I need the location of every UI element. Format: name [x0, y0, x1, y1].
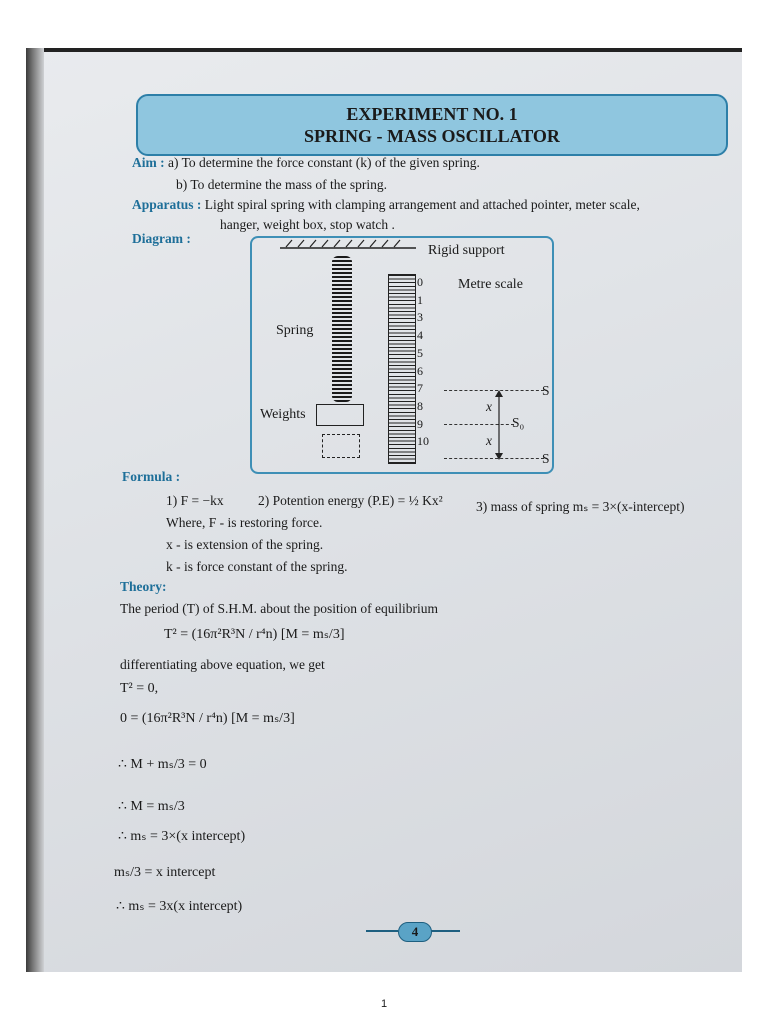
s-top-label: S: [542, 383, 550, 398]
top-margin: [0, 0, 768, 50]
experiment-title: SPRING - MASS OSCILLATOR: [304, 126, 560, 146]
page-badge-line-left: [366, 930, 398, 932]
theory-diff: differentiating above equation, we get: [120, 657, 325, 672]
title-banner: [136, 94, 728, 156]
formula-3: 3) mass of spring mₛ = 3×(x-intercept): [476, 499, 685, 514]
diagram-label: Diagram :: [132, 231, 191, 246]
s0-label: S₀: [512, 415, 525, 430]
spring-coil: [332, 256, 352, 402]
s-bottom-label: S: [542, 451, 550, 466]
theory-intro: The period (T) of S.H.M. about the position of equilibrium: [120, 601, 438, 616]
footer-page-number: 1: [380, 998, 388, 1010]
scale-tick-9: 9: [417, 416, 423, 431]
metre-scale-label: Metre scale: [458, 277, 523, 292]
scale-tick-5: 5: [417, 345, 423, 360]
theory-eq5: ∴ M = mₛ/3: [118, 799, 185, 814]
formula-where: Where, F - is restoring force.: [166, 515, 323, 530]
scale-tick-3: 3: [417, 310, 423, 325]
page-number-badge: 4: [398, 922, 432, 942]
scale-tick-7: 7: [417, 381, 423, 396]
book-binding: [26, 48, 44, 972]
metre-scale: [388, 274, 416, 464]
formula-1: 1) F = −kx: [166, 493, 224, 508]
theory-label: Theory:: [120, 579, 167, 594]
aim-label: Aim :: [132, 155, 165, 170]
scale-tick-labels: [417, 274, 429, 451]
experiment-number: EXPERIMENT NO. 1: [346, 104, 518, 124]
formula-2: 2) Potention energy (P.E) = ½ Kx²: [258, 493, 443, 508]
scale-tick-0: 0: [417, 275, 423, 289]
scale-tick-10: 10: [417, 434, 429, 449]
scale-tick-6: 6: [417, 363, 423, 378]
spring-label: Spring: [276, 323, 314, 338]
scale-tick-4: 4: [417, 328, 423, 343]
apparatus-label: Apparatus :: [132, 197, 202, 212]
theory-eq3: 0 = (16π²R³N / r⁴n) [M = mₛ/3]: [120, 711, 295, 726]
theory-eq7: mₛ/3 = x intercept: [114, 865, 216, 880]
apparatus-line2: hanger, weight box, stop watch .: [220, 217, 395, 232]
rigid-support-label: Rigid support: [428, 243, 505, 258]
formula-x-def: x - is extension of the spring.: [166, 537, 324, 552]
theory-eq4: ∴ M + mₛ/3 = 0: [118, 757, 207, 772]
formula-k-def: k - is force constant of the spring.: [166, 559, 348, 574]
theory-eq2: T² = 0,: [120, 681, 159, 696]
theory-eq6: ∴ mₛ = 3×(x intercept): [118, 829, 246, 844]
x2-label: x: [486, 433, 492, 448]
scale-tick-1: 1: [417, 292, 423, 307]
apparatus-line1: Light spiral spring with clamping arrangement and attached pointer, meter scale,: [204, 197, 640, 212]
formula-label: Formula :: [122, 469, 181, 484]
rigid-support-hatch: [276, 236, 426, 250]
page-top-edge: [26, 48, 742, 52]
aim-b: b) To determine the mass of the spring.: [176, 177, 388, 192]
hanger-weights: [316, 404, 364, 426]
page-badge-line-right: [430, 930, 460, 932]
aim-a: a) To determine the force constant (k) of the given spring.: [168, 155, 480, 170]
theory-eq8: ∴ mₛ = 3x(x intercept): [116, 899, 243, 914]
weights-label: Weights: [260, 407, 306, 422]
page-photo: [26, 48, 742, 972]
extension-arrows: [494, 390, 504, 460]
extended-weight-position: [322, 434, 360, 458]
scale-tick-8: 8: [417, 398, 423, 413]
x1-label: x: [486, 399, 492, 414]
theory-eq1: T² = (16π²R³N / r⁴n) [M = mₛ/3]: [164, 627, 345, 642]
